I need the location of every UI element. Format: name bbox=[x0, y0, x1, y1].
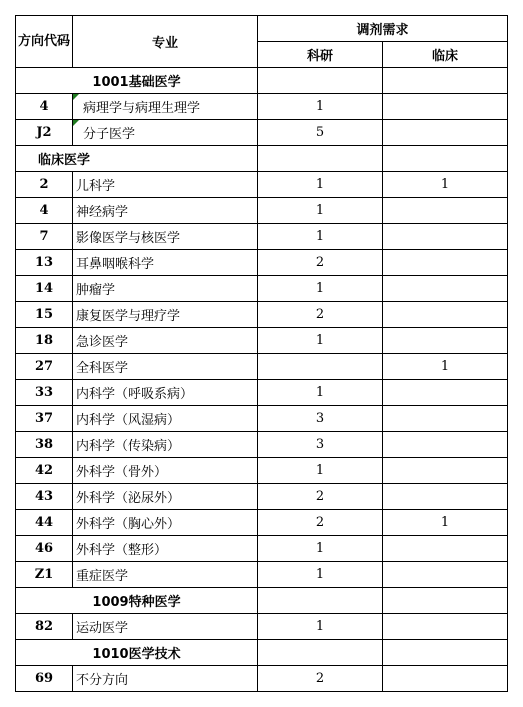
clinical-count bbox=[383, 224, 508, 250]
clinical-count bbox=[383, 120, 508, 146]
major-name bbox=[73, 328, 258, 354]
clinical-count: 1 bbox=[383, 354, 508, 380]
table-row bbox=[16, 354, 508, 380]
research-count: 2 bbox=[258, 666, 383, 692]
direction-code: 7 bbox=[16, 224, 73, 250]
major-name bbox=[73, 172, 258, 198]
direction-code: 27 bbox=[16, 354, 73, 380]
section-title: 1010医学技术 bbox=[16, 640, 258, 666]
table-row bbox=[16, 380, 508, 406]
comment-indicator-icon bbox=[73, 120, 79, 126]
research-count: 2 bbox=[258, 484, 383, 510]
clinical-count bbox=[383, 536, 508, 562]
table-row bbox=[16, 458, 508, 484]
direction-code: Z1 bbox=[16, 562, 73, 588]
section-row bbox=[16, 640, 508, 666]
research-count: 1 bbox=[258, 614, 383, 640]
direction-code: 18 bbox=[16, 328, 73, 354]
clinical-count bbox=[383, 250, 508, 276]
major-name bbox=[73, 666, 258, 692]
research-count: 3 bbox=[258, 432, 383, 458]
direction-code: 42 bbox=[16, 458, 73, 484]
section-row bbox=[16, 146, 508, 172]
clinical-count: 1 bbox=[383, 172, 508, 198]
direction-code: 15 bbox=[16, 302, 73, 328]
research-count: 2 bbox=[258, 302, 383, 328]
clinical-count bbox=[383, 380, 508, 406]
table-row bbox=[16, 198, 508, 224]
section-research-cell bbox=[258, 146, 383, 172]
major-label: 外科学（胸心外） bbox=[76, 517, 181, 532]
direction-code: 14 bbox=[16, 276, 73, 302]
section-research-cell bbox=[258, 588, 383, 614]
research-count: 1 bbox=[258, 562, 383, 588]
section-clinical-cell bbox=[383, 640, 508, 666]
direction-code: 46 bbox=[16, 536, 73, 562]
direction-code: 38 bbox=[16, 432, 73, 458]
major-name bbox=[73, 562, 258, 588]
table-row bbox=[16, 562, 508, 588]
major-label: 儿科学 bbox=[76, 179, 116, 194]
research-count: 1 bbox=[258, 276, 383, 302]
clinical-count bbox=[383, 276, 508, 302]
table-row bbox=[16, 536, 508, 562]
major-label: 神经病学 bbox=[76, 205, 129, 220]
clinical-count bbox=[383, 666, 508, 692]
major-label: 内科学（风湿病） bbox=[76, 413, 181, 428]
header-adjust: 调剂需求 bbox=[258, 16, 508, 42]
table-row bbox=[16, 276, 508, 302]
research-count: 1 bbox=[258, 328, 383, 354]
section-clinical-cell bbox=[383, 146, 508, 172]
table-row bbox=[16, 328, 508, 354]
table-row bbox=[16, 510, 508, 536]
direction-code: 4 bbox=[16, 198, 73, 224]
major-name bbox=[73, 380, 258, 406]
direction-code: 69 bbox=[16, 666, 73, 692]
clinical-count bbox=[383, 484, 508, 510]
table-row bbox=[16, 432, 508, 458]
header-clinical: 临床 bbox=[383, 42, 508, 68]
section-research-cell bbox=[258, 640, 383, 666]
major-name bbox=[73, 120, 258, 146]
clinical-count bbox=[383, 406, 508, 432]
research-count: 3 bbox=[258, 406, 383, 432]
major-name bbox=[73, 484, 258, 510]
major-label: 病理学与病理生理学 bbox=[83, 101, 201, 116]
major-label: 全科医学 bbox=[76, 361, 129, 376]
section-title: 1009特种医学 bbox=[16, 588, 258, 614]
major-name bbox=[73, 94, 258, 120]
major-name bbox=[73, 250, 258, 276]
research-count: 1 bbox=[258, 94, 383, 120]
major-label: 运动医学 bbox=[76, 621, 129, 636]
major-label: 急诊医学 bbox=[76, 335, 129, 350]
table-row bbox=[16, 406, 508, 432]
section-clinical-cell bbox=[383, 588, 508, 614]
comment-indicator-icon bbox=[73, 94, 79, 100]
major-name bbox=[73, 276, 258, 302]
clinical-count bbox=[383, 302, 508, 328]
section-row bbox=[16, 68, 508, 94]
direction-code: 13 bbox=[16, 250, 73, 276]
clinical-count bbox=[383, 562, 508, 588]
section-title: 1001基础医学 bbox=[16, 68, 258, 94]
major-label: 康复医学与理疗学 bbox=[76, 309, 181, 324]
section-clinical-cell bbox=[383, 68, 508, 94]
major-name bbox=[73, 432, 258, 458]
section-research-cell bbox=[258, 68, 383, 94]
major-label: 分子医学 bbox=[83, 127, 136, 142]
table-row bbox=[16, 302, 508, 328]
direction-code: J2 bbox=[16, 120, 73, 146]
direction-code: 82 bbox=[16, 614, 73, 640]
major-name bbox=[73, 458, 258, 484]
major-name bbox=[73, 614, 258, 640]
table-row bbox=[16, 120, 508, 146]
header-research: 科研 bbox=[258, 42, 383, 68]
major-name bbox=[73, 354, 258, 380]
clinical-count bbox=[383, 432, 508, 458]
major-label: 重症医学 bbox=[76, 569, 129, 584]
table-row bbox=[16, 94, 508, 120]
table-row bbox=[16, 484, 508, 510]
section-row bbox=[16, 588, 508, 614]
research-count: 2 bbox=[258, 510, 383, 536]
major-label: 外科学（骨外） bbox=[76, 465, 168, 480]
table-row bbox=[16, 666, 508, 692]
research-count bbox=[258, 354, 383, 380]
direction-code: 37 bbox=[16, 406, 73, 432]
major-label: 耳鼻咽喉科学 bbox=[76, 257, 155, 272]
table-row bbox=[16, 224, 508, 250]
section-title: 临床医学 bbox=[16, 146, 258, 172]
major-label: 外科学（整形） bbox=[76, 543, 168, 558]
clinical-count bbox=[383, 328, 508, 354]
research-count: 1 bbox=[258, 224, 383, 250]
direction-code: 44 bbox=[16, 510, 73, 536]
research-count: 1 bbox=[258, 536, 383, 562]
clinical-count bbox=[383, 94, 508, 120]
major-name bbox=[73, 406, 258, 432]
table-row bbox=[16, 172, 508, 198]
major-label: 肿瘤学 bbox=[76, 283, 116, 298]
direction-code: 33 bbox=[16, 380, 73, 406]
major-name bbox=[73, 198, 258, 224]
major-label: 不分方向 bbox=[76, 673, 129, 688]
direction-code: 4 bbox=[16, 94, 73, 120]
header-code: 方向代码 bbox=[16, 16, 73, 68]
major-label: 影像医学与核医学 bbox=[76, 231, 181, 246]
table-body bbox=[16, 16, 508, 692]
major-name bbox=[73, 224, 258, 250]
clinical-count: 1 bbox=[383, 510, 508, 536]
major-label: 内科学（呼吸系病） bbox=[76, 387, 194, 402]
direction-code: 2 bbox=[16, 172, 73, 198]
table-row bbox=[16, 250, 508, 276]
adjustment-demand-table bbox=[15, 15, 508, 692]
major-name bbox=[73, 302, 258, 328]
research-count: 5 bbox=[258, 120, 383, 146]
clinical-count bbox=[383, 614, 508, 640]
research-count: 2 bbox=[258, 250, 383, 276]
research-count: 1 bbox=[258, 458, 383, 484]
clinical-count bbox=[383, 458, 508, 484]
header-major: 专业 bbox=[73, 16, 258, 68]
research-count: 1 bbox=[258, 198, 383, 224]
major-label: 内科学（传染病） bbox=[76, 439, 181, 454]
research-count: 1 bbox=[258, 172, 383, 198]
major-name bbox=[73, 536, 258, 562]
header-row-1 bbox=[16, 16, 508, 42]
major-name bbox=[73, 510, 258, 536]
research-count: 1 bbox=[258, 380, 383, 406]
table-row bbox=[16, 614, 508, 640]
major-label: 外科学（泌尿外） bbox=[76, 491, 181, 506]
direction-code: 43 bbox=[16, 484, 73, 510]
clinical-count bbox=[383, 198, 508, 224]
